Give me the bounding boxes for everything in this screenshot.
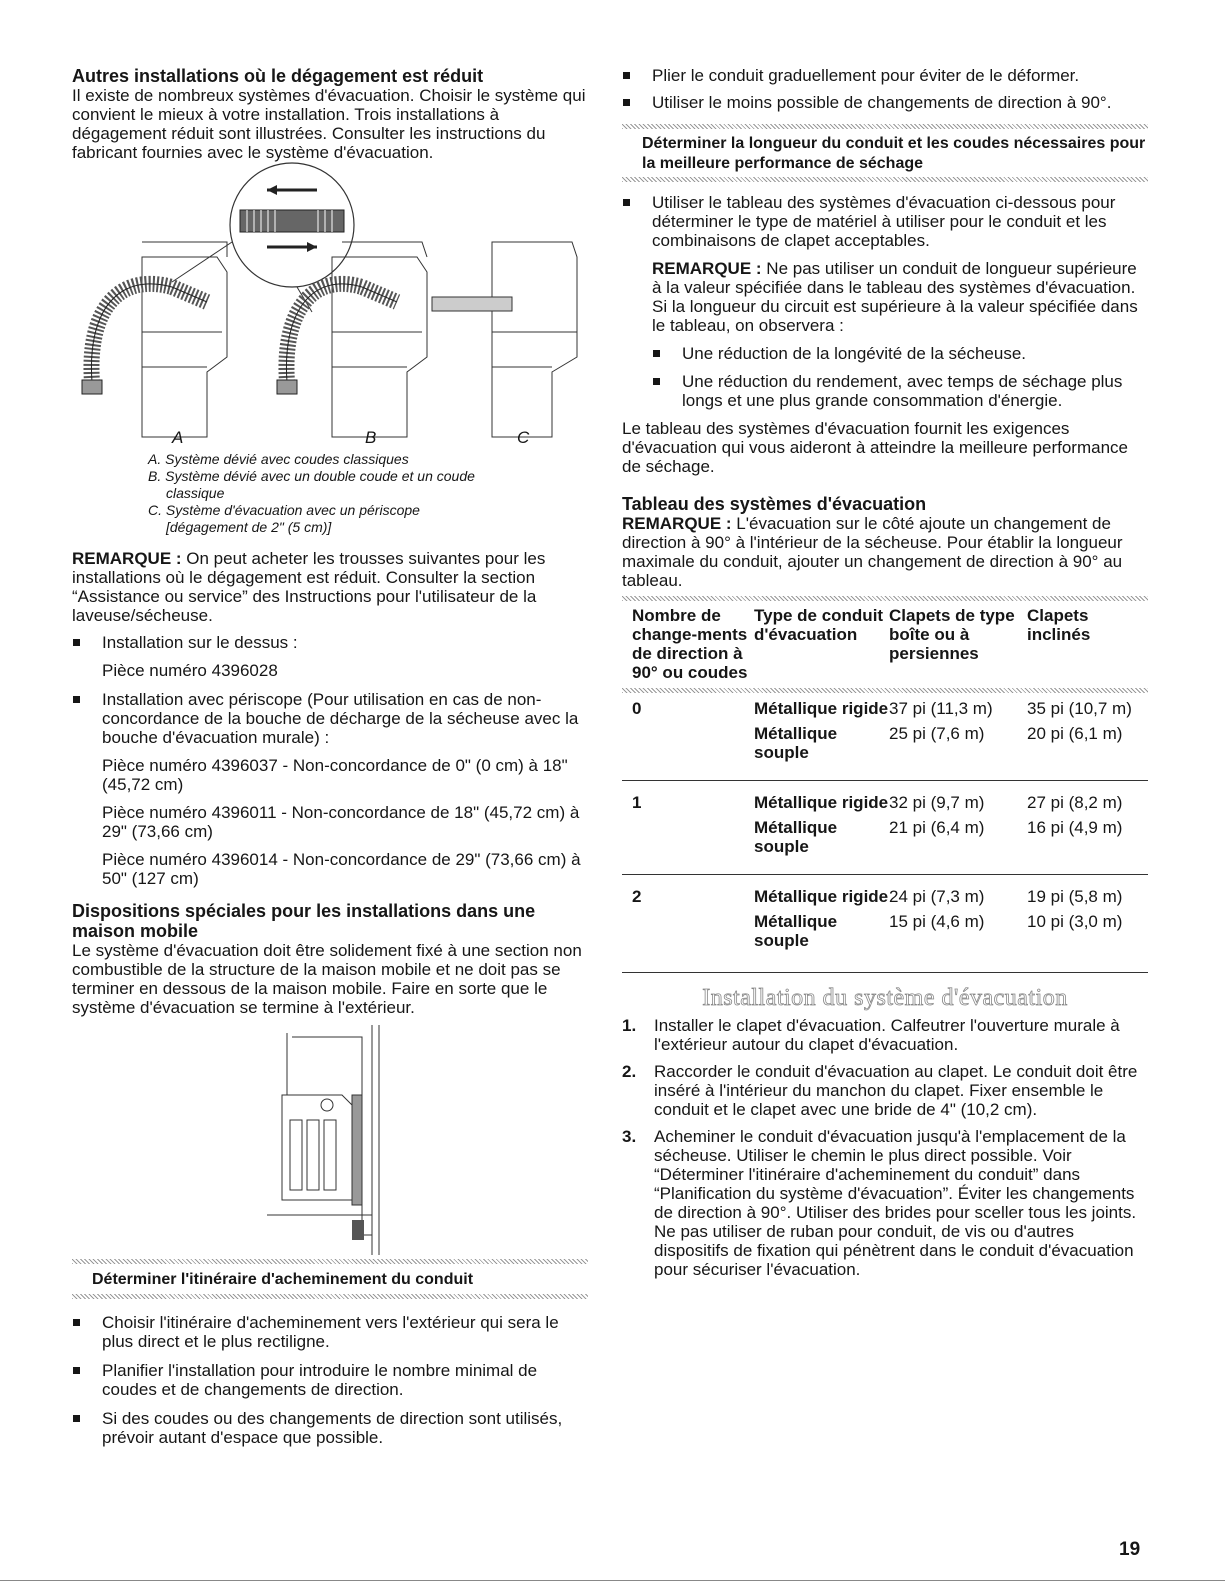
box-hood-length: 24 pi (7,3 m) [889, 887, 985, 906]
right-column [622, 66, 1148, 1279]
elbow-count: 1 [632, 793, 642, 812]
bullet-minimal-elbows: Planifier l'installation pour introduire le nombre minimal de coudes et de changements de direction. [72, 1361, 588, 1399]
table-row [622, 812, 1148, 875]
vent-system-table-body [622, 699, 1148, 973]
caption-c: C. Système d'évacuation avec un périscope [148, 502, 420, 518]
note-text: Ne pas utiliser un conduit de longueur supérieure à la valeur spécifiée dans le tableau des systèmes d'évacuation. Si la longueur du circuit est supérieure à la valeur spécifiée dans le tableau, on observera : [652, 259, 1138, 335]
header-elbows: Nombre de change-ments de direction à 90° ou coudes [632, 606, 748, 682]
box-hood-length: 25 pi (7,6 m) [889, 718, 1027, 781]
elbow-count: 0 [632, 699, 642, 718]
note-text: L'évacuation sur le côté ajoute un changement de direction à 90° à l'intérieur de la sécheuse. Pour établir la longueur maximale du conduit, ajouter un changement de direction à 90° au tableau. [622, 514, 1123, 590]
divider [622, 177, 1148, 182]
mobile-home-paragraph: Le système d'évacuation doit être solidement fixé à une section non combustible de la structure de la maison mobile et ne doit pas se terminer en dessous de la maison mobile. Faire en sorte que le système d'évacuation se termine à l'extérieur. [72, 941, 582, 1017]
table-row [622, 906, 1148, 973]
step-item [622, 1062, 1148, 1119]
bullet-reduced-life: Une réduction de la longévité de la sécheuse. [652, 344, 1148, 363]
figure-label-b: B [365, 428, 377, 447]
step-item [622, 1127, 1148, 1279]
duct-type: Métallique rigide [754, 793, 889, 812]
caption-b-cont: classique [166, 485, 225, 501]
angled-hood-length: 35 pi (10,7 m) [1027, 699, 1132, 718]
table-intro-paragraph: Le tableau des systèmes d'évacuation fournit les exigences d'évacuation qui vous aideront à atteindre la meilleure performance de séchage. [622, 419, 1128, 476]
subheading-duct-route: Déterminer l'itinéraire d'acheminement du conduit [92, 1271, 474, 1288]
caption-c-cont: [dégagement de 2" (5 cm)] [166, 519, 332, 535]
bullet-direct-route: Choisir l'itinéraire d'acheminement vers l'extérieur qui sera le plus direct et le plus rectiligne. [72, 1313, 588, 1351]
step-text: Raccorder le conduit d'évacuation au clapet. Le conduit doit être inséré à l'intérieur du manchon du clapet. Fixer ensemble le conduit et le clapet avec une bride de 4" (10,2 cm). [654, 1062, 1138, 1119]
note-paragraph [72, 549, 588, 625]
bullet-top-install: Installation sur le dessus : [72, 633, 588, 652]
bullet-bend-gradually: Plier le conduit graduellement pour éviter de le déformer. [622, 66, 1148, 85]
intro-paragraph: Il existe de nombreux systèmes d'évacuation. Choisir le système qui convient le mieux à votre installation. Trois installations à dégagement réduit sont illustrées. Consulter les instructions du fabricant fournies avec le système d'évacuation. [72, 86, 586, 162]
left-column [72, 66, 588, 1447]
box-hood-length: 15 pi (4,6 m) [889, 906, 1027, 973]
angled-hood-length: 16 pi (4,9 m) [1027, 812, 1148, 875]
section-heading-reduced-clearance: Autres installations où le dégagement est réduit [72, 66, 484, 86]
header-angled-hood: Clapets inclinés [1027, 606, 1091, 644]
duct-type: Métallique souple [754, 718, 889, 781]
caption-a: A. Système dévié avec coudes classiques [148, 451, 409, 467]
subheading-duct-length: Déterminer la longueur du conduit et les coudes nécessaires pour la meilleure performance de séchage [642, 135, 1146, 172]
box-hood-length: 37 pi (11,3 m) [889, 699, 993, 718]
divider [72, 1259, 588, 1264]
section-heading-mobile-home: Dispositions spéciales pour les installations dans une maison mobile [72, 901, 536, 941]
stacked-units-figure [72, 162, 588, 447]
angled-hood-length: 19 pi (5,8 m) [1027, 887, 1123, 906]
divider [622, 596, 1148, 601]
mobile-home-dryer-illustration [72, 1025, 588, 1255]
part-number-periscope-2: Pièce numéro 4396011 - Non-concordance de 18" (45,72 cm) à 29" (73,66 cm) [102, 803, 580, 841]
vent-system-table [622, 606, 1148, 688]
part-number-top: Pièce numéro 4396028 [102, 661, 278, 680]
bullet-space: Si des coudes ou des changements de direction sont utilisés, prévoir autant d'espace que possible. [72, 1409, 588, 1447]
bullet-periscope-install: Installation avec périscope (Pour utilisation en cas de non-concordance de la bouche de décharge de la sécheuse avec la bouche d'évacuation murale) : [72, 690, 588, 747]
stacked-washer-dryer-illustration [72, 162, 588, 447]
part-number-periscope-1: Pièce numéro 4396037 - Non-concordance de 0" (0 cm) à 18" (45,72 cm) [102, 756, 568, 794]
note-label: REMARQUE : [622, 514, 732, 533]
step-number: 3. [622, 1127, 637, 1146]
page-number: 19 [1119, 1539, 1141, 1560]
angled-hood-length: 10 pi (3,0 m) [1027, 906, 1148, 973]
table-row [622, 718, 1148, 781]
angled-hood-length: 27 pi (8,2 m) [1027, 793, 1123, 812]
bullet-reduced-performance: Une réduction du rendement, avec temps de séchage plus longs et une plus grande consommation d'énergie. [652, 372, 1148, 410]
table-row [622, 781, 1148, 813]
angled-hood-length: 20 pi (6,1 m) [1027, 718, 1148, 781]
note-label: REMARQUE : [72, 549, 182, 568]
elbow-count: 2 [632, 887, 642, 906]
figure-label-a: A [172, 428, 184, 447]
table-row [622, 875, 1148, 907]
mobile-home-figure [72, 1025, 588, 1255]
header-duct-type: Type de conduit d'évacuation [754, 606, 884, 644]
step-number: 2. [622, 1062, 637, 1081]
bullet-minimize-90: Utiliser le moins possible de changements de direction à 90°. [622, 93, 1148, 112]
table-row [622, 699, 1148, 718]
duct-type: Métallique rigide [754, 887, 889, 906]
step-text: Acheminer le conduit d'évacuation jusqu'à l'emplacement de la sécheuse. Utiliser le chemin le plus direct possible. Voir “Déterminer l'itinéraire d'acheminement du conduit” dans “Planification du système d'évacuation”. Éviter les changements de direction à 90°. Utiliser des brides pour sceller tous les joints. Ne pas utiliser de ruban pour conduit, de vis ou d'autres dispositifs de fixation qui pénètrent dans le conduit d'évacuation pour sécuriser l'évacuation. [654, 1127, 1137, 1279]
divider [622, 688, 1148, 693]
duct-type: Métallique rigide [754, 699, 889, 718]
note-max-length [622, 259, 1148, 335]
step-text: Installer le clapet d'évacuation. Calfeutrer l'ouverture murale à l'extérieur autour du clapet d'évacuation. [654, 1016, 1120, 1054]
box-hood-length: 32 pi (9,7 m) [889, 793, 985, 812]
figure-label-c: C [517, 428, 530, 447]
caption-b: B. Système dévié avec un double coude et un coude [148, 468, 475, 484]
duct-type: Métallique souple [754, 906, 889, 973]
note-side-exhaust [622, 514, 1148, 590]
table-header-row [622, 606, 1148, 688]
duct-type: Métallique souple [754, 812, 889, 875]
box-hood-length: 21 pi (6,4 m) [889, 812, 1027, 875]
note-label: REMARQUE : [652, 259, 762, 278]
header-box-hood: Clapets de type boîte ou à persiennes [889, 606, 1015, 663]
page-edge-line [0, 1580, 1225, 1581]
step-number: 1. [622, 1016, 637, 1035]
bullet-use-table: Utiliser le tableau des systèmes d'évacuation ci-dessous pour déterminer le type de matériel à utiliser pour le conduit et les combinaisons de clapet acceptables. [622, 193, 1148, 250]
section-heading-vent-table: Tableau des systèmes d'évacuation [622, 494, 927, 514]
figure-caption [72, 451, 588, 536]
note-text: On peut acheter les trousses suivantes pour les installations où le dégagement est réduit. Consulter la section “Assistance ou service” des Instructions pour l'utilisateur de la laveuse/sécheuse. [72, 549, 546, 625]
step-item [622, 1016, 1148, 1054]
section-title-install-vent: Installation du système d'évacuation [702, 985, 1068, 1011]
part-number-periscope-3: Pièce numéro 4396014 - Non-concordance de 29" (73,66 cm) à 50" (127 cm) [102, 850, 581, 888]
divider [622, 124, 1148, 129]
divider [72, 1294, 588, 1299]
